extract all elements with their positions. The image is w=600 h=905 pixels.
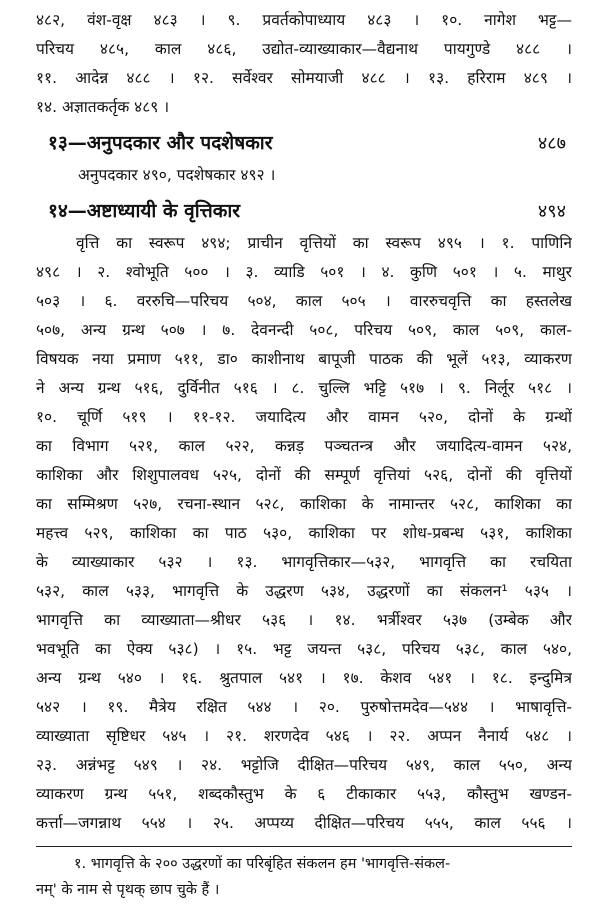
entry-line: कर्त्ता—जगन्नाथ ५५४ । २५. अप्पय्य दीक्षित—परिचय ५५५, काल ५५६ ।: [36, 814, 572, 832]
entry-line: ५३२, काल ५३३, भागवृत्ति के उद्धरण ५३४, उद्धरणों का संकलन¹ ५३५ ।: [36, 582, 572, 600]
entry-line: के व्याख्याकार ५३२ । १३. भागवृत्तिकार—५३२, भागवृत्ति का रचयिता: [36, 553, 572, 571]
entry-line: का विभाग ५२१, काल ५२२, कन्नड़ पञ्चतन्त्र और जयादित्य-वामन ५२४,: [36, 437, 572, 455]
entry-line: व्याकरण ग्रन्थ ५५१, शब्दकौस्तुभ के ६ टीकाकार ५५३, कौस्तुभ खण्डन-: [36, 785, 572, 803]
section-14-entries: [36, 229, 572, 838]
entry-line: विषयक नया प्रमाण ५११, डा० काशीनाथ बापूजी पाठक की भूलें ५१३, व्याकरण: [36, 350, 572, 368]
entry-line: ने अन्य ग्रन्थ ५१६, दुर्विनीत ५१६ । ८. चुल्लि भट्टि ५१७ । ९. निर्लूर ५१८ ।: [36, 379, 572, 397]
footnote-divider: [36, 846, 572, 847]
section-14-heading: [36, 194, 572, 229]
entry-line: ५४२ । १९. मैत्रेय रक्षित ५४४ । २०. पुरुषोत्तमदेव—५४४ । भाषावृत्ति-: [36, 698, 572, 716]
entry-line: ५०३ । ६. वररुचि—परिचय ५०४, काल ५०५ । वाररुचवृत्ति का हस्तलेख: [36, 292, 572, 310]
footnote: [36, 851, 572, 903]
entry-line: ४९८ । २. श्वोभूति ५०० । ३. व्याडि ५०१ । ४. कुणि ५०१ । ५. माथुर: [36, 263, 572, 281]
top-line-4: १४. अज्ञातकर्तृक ४८९ ।: [36, 98, 170, 116]
section-13-title: १३—अनुपदकार और पदशेषकार: [48, 132, 273, 154]
section-14-page-number: ४९४: [537, 201, 566, 222]
entry-line: अन्य ग्रन्थ ५४० । १६. श्रुतपाल ५४१ । १७. केशव ५४१ । १८. इन्दुमित्र: [36, 669, 572, 687]
entry-line: महत्त्व ५२९, काशिका का पाठ ५३०, काशिका पर शोध-प्रबन्ध ५३१, काशिका: [36, 524, 572, 542]
entry-line: व्याख्याता सृष्टिधर ५४५ । २१. शरणदेव ५४६ । २२. अप्पन नैनार्य ५४८ ।: [36, 727, 572, 745]
top-entries: [36, 6, 572, 122]
section-13-entries: अनुपदकार ४९०, पदशेषकार ४९२ ।: [78, 166, 276, 184]
entry-line: ५०७, अन्य ग्रन्थ ५०७ । ७. देवनन्दी ५०८, परिचय ५०९, काल ५०९, काल-: [36, 321, 572, 339]
entry-line: २३. अन्नंभट्ट ५४९ । २४. भट्टोजि दीक्षित—परिचय ५४९, काल ५५०, अन्य: [36, 756, 572, 774]
top-line-3: ११. आदेन्न ४८८ । १२. सर्वेश्वर सोमयाजी ४८८ । १३. हरिराम ४८९ ।: [36, 69, 572, 87]
entry-line: का सम्मिश्रण ५२७, रचना-स्थान ५२८, काशिका के नामान्तर ५२८, काशिका का: [36, 495, 572, 513]
top-line-2: परिचय ४८५, काल ४८६, उद्योत-व्याख्याकार—वैद्यनाथ पायगुण्डे ४८८ ।: [36, 40, 572, 58]
footnote-line-1: १. भागवृत्ति के २०० उद्धरणों का परिबृंहित संकलन हम 'भागवृत्ति-संकल-: [74, 856, 451, 872]
section-13-page-number: ४८७: [537, 133, 566, 154]
entry-line: काशिका और शिशुपालवध ५२५, दोनों की सम्पूर्ण वृत्तियां ५२६, दोनों की वृत्तियों: [36, 466, 572, 484]
entry-line: १०. चूर्णि ५१९ । ११-१२. जयादित्य और वामन ५२०, दोनों के ग्रन्थों: [36, 408, 572, 426]
entry-line: भागवृत्ति का व्याख्याता—श्रीधर ५३६ । १४. भर्त्रीश्वर ५३७ (उम्बेक और: [36, 611, 572, 629]
entry-line: वृत्ति का स्वरूप ४९४; प्राचीन वृत्तियों का स्वरूप ४९५ । १. पाणिनि: [76, 234, 572, 252]
top-line-1: ४८२, वंश-वृक्ष ४८३ । ९. प्रवर्तकोपाध्याय ४८३ । १०. नागेश भट्ट—: [36, 11, 572, 29]
section-14-title: १४—अष्टाध्यायी के वृत्तिकार: [48, 200, 241, 222]
footnote-line-2: नम्' के नाम से पृथक् छाप चुके हैं ।: [36, 882, 220, 898]
section-13-heading: [36, 126, 572, 161]
entry-line: भवभूति का ऐक्य ५३८) । १५. भट्ट जयन्त ५३८, परिचय ५३८, काल ५४०,: [36, 640, 572, 658]
